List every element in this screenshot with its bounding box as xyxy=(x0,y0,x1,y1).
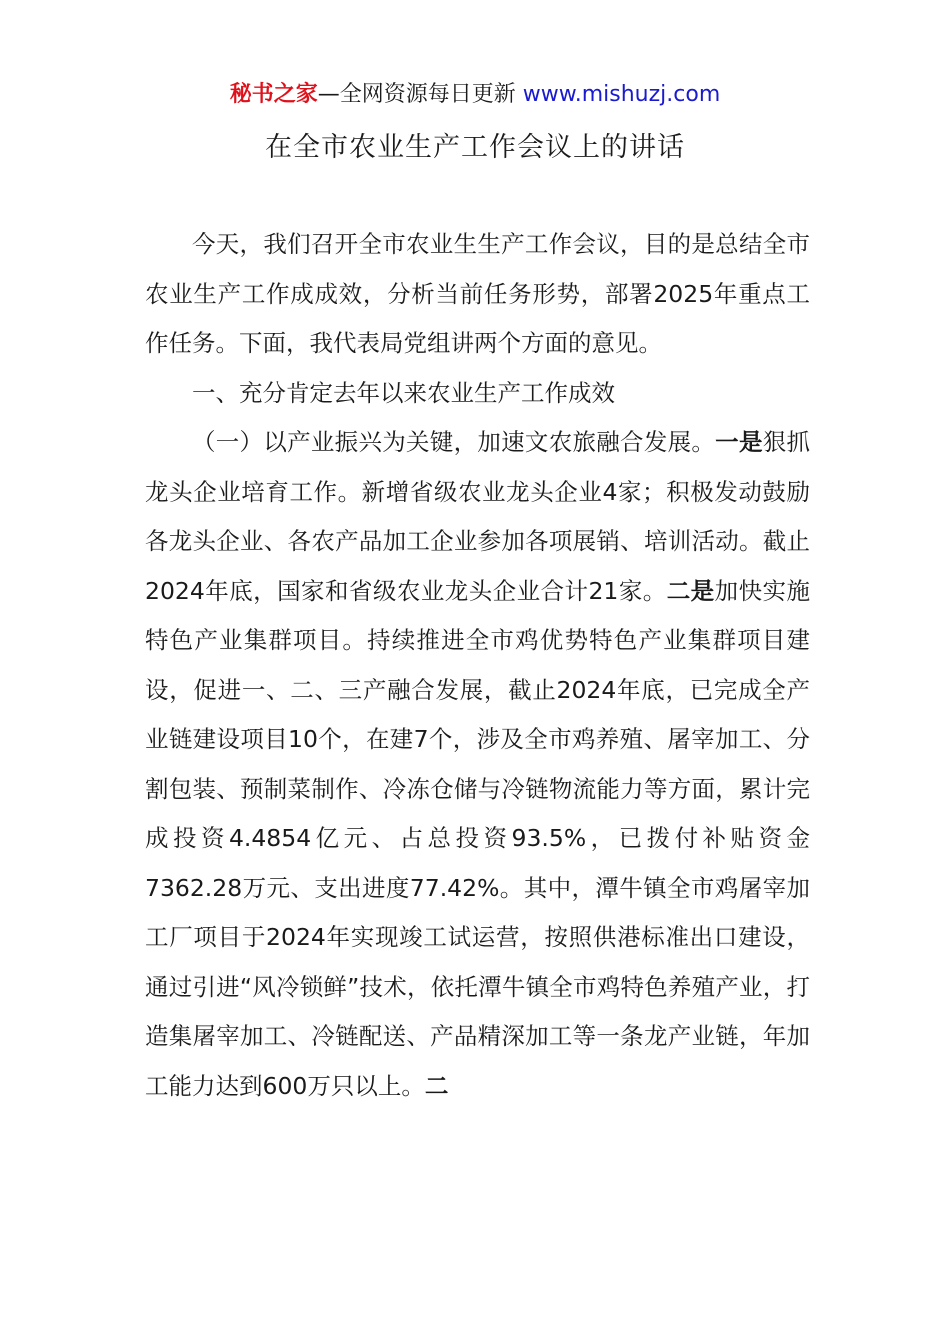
point-marker-2: 二是 xyxy=(666,576,715,605)
document-body xyxy=(145,220,810,1111)
subsection-heading: （一）以产业振兴为关键，加速文农旅融合发展。 xyxy=(192,428,716,456)
point-marker-3: 二 xyxy=(424,1071,449,1100)
site-url-link[interactable]: www.mishuzj.com xyxy=(522,82,721,107)
site-header xyxy=(0,78,950,112)
point-text-1: 狠抓龙头企业培育工作。新增省级农业龙头企业4家；积极发动鼓励各龙头企业、各农产品加工企业参加各项展销、培训活动。截止2024年底，国家和省级农业龙头企业合计21家。 xyxy=(145,428,811,605)
point-marker-1: 一是 xyxy=(715,428,763,456)
subsection-paragraph xyxy=(145,418,810,1111)
section-heading: 一、充分肯定去年以来农业生产工作成效 xyxy=(192,378,615,407)
document-title: 在全市农业生产工作会议上的讲话 xyxy=(265,132,685,163)
site-brand: 秘书之家 xyxy=(229,82,318,107)
intro-paragraph: 今天，我们召开全市农业生生产工作会议，目的是总结全市农业生产工作成成效，分析当前任务形势，部署2025年重点工作任务。下面，我代表局党组讲两个方面的意见。 xyxy=(145,230,810,357)
point-text-2: 加快实施特色产业集群项目。持续推进全市鸡优势特色产业集群项目建设，促进一、二、三产融合发展，截止2024年底，已完成全产业链建设项目10个，在建7个，涉及全市鸡养殖、屠宰加工、分割包装、预制菜制作、冷冻仓储与冷链物流能力等方面，累计完成投资4.4854亿元、占总投资93.5%，已拨付补贴资金7362.28万元、支出进度77.42%。其中，潭牛镇全市鸡屠宰加工厂项目于2024年实现竣工试运营，按照供港标准出口建设，通过引进“风冷锁鲜”技术，依托潭牛镇全市鸡特色养殖产业，打造集屠宰加工、冷链配送、产品精深加工等一条龙产业链，年加工能力达到600万只以上。 xyxy=(145,576,810,1100)
site-tagline: —全网资源每日更新 xyxy=(317,82,523,107)
